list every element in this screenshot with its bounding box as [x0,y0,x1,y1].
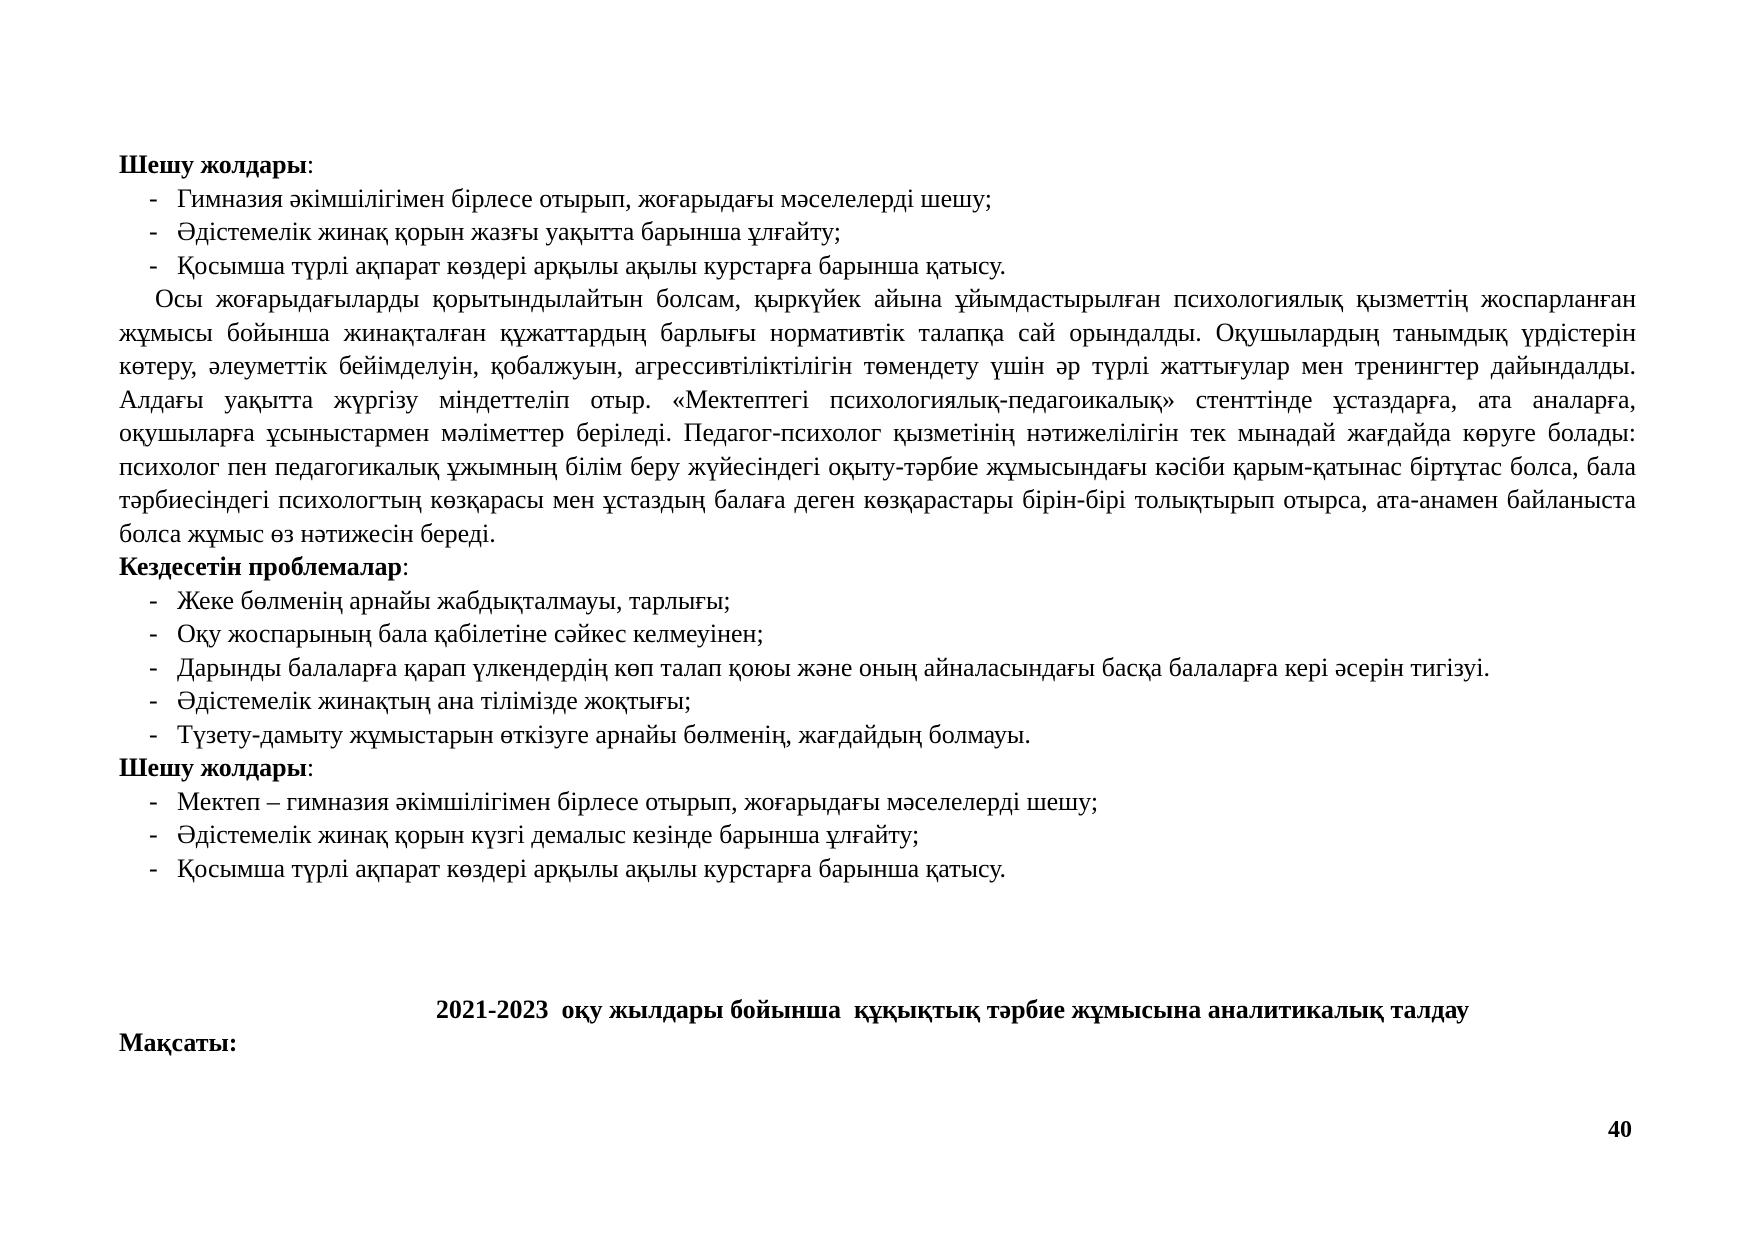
list-item [119,584,1636,618]
dash-bullet: - [149,820,158,849]
list-item [119,249,1636,283]
heading-text: Кездесетін проблемалар [119,552,402,581]
section-heading-solutions-2 [119,751,1636,785]
goal-label: Мақсаты: [119,1028,238,1057]
list-item-text: Қосымша түрлі ақпарат көздері арқылы ақылы курстарға барынша қатысу. [177,853,1007,883]
list-item-text: Әдістемелік жинақ қорын жазғы уақытта барынша ұлғайту; [177,217,841,246]
heading-text: Шешу жолдары [119,150,307,179]
section-title: 2021-2023 оқу жылдары бойынша құқықтық тәрбие жұмысына аналитикалық талдау [435,995,1470,1024]
section-heading-problems [119,550,1636,584]
list-item [119,785,1636,819]
list-item-text: Оқу жоспарының бала қабілетіне сәйкес келмеуінен; [177,619,764,648]
dash-bullet: - [149,652,158,682]
section-heading-solutions-1 [119,148,1636,182]
dash-bullet: - [149,585,158,615]
page-number: 40 [1608,1117,1632,1143]
dash-bullet: - [149,853,158,883]
list-item-text: Гимназия әкімшілігімен бірлесе отырып, жоғарыдағы мәселелерді шешу; [177,183,993,213]
list-item-text: Мектеп – гимназия әкімшілігімен бірлесе отырып, жоғарыдағы мәселелерді шешу; [177,786,1099,816]
dash-bullet: - [149,217,158,246]
list-item-text: Дарынды балаларға қарап үлкендердің көп талап қоюы және оның айналасындағы басқа балаларға кері әсерін тигізуі. [177,652,1491,682]
list-item [119,651,1636,685]
solutions-list-1 [119,182,1636,283]
list-item [119,718,1636,752]
dash-bullet: - [149,619,158,648]
list-item-text: Түзету-дамыту жұмыстарын өткізуге арнайы бөлменің, жағдайдың болмауы. [177,719,1031,749]
heading-colon: : [306,753,315,782]
list-item [119,852,1636,886]
page-content [119,148,1636,885]
heading-colon: : [402,552,410,581]
list-item [119,617,1636,651]
dash-bullet: - [149,786,158,816]
list-item-text: Жеке бөлменің арнайы жабдықталмауы, тарлығы; [177,585,731,615]
list-item-text: Қосымша түрлі ақпарат көздері арқылы ақылы курстарға барынша қатысу. [177,250,1007,280]
problems-list [119,584,1636,752]
dash-bullet: - [149,250,158,280]
dash-bullet: - [149,183,158,213]
list-item-text: Әдістемелік жинақтың ана тілімізде жоқтығы; [177,686,692,715]
list-item [119,182,1636,216]
list-item [119,818,1636,852]
solutions-list-2 [119,785,1636,886]
list-item [119,684,1636,718]
list-item [119,215,1636,249]
list-item-text: Әдістемелік жинақ қорын күзгі демалыс кезінде барынша ұлғайту; [177,820,920,849]
summary-paragraph: Осы жоғарыдағыларды қорытындылайтын болсам, қыркүйек айына ұйымдастырылған психологиялық қызметтің жоспарланған жұмысы бойынша жинақталған құжаттардың барлығы нормативтік талапқа сай орындалды. Оқушылардың танымдық үрдістерін көтеру, әлеуметтік бейімделуін, қобалжуын, агрессивтіліктілігін төмендету үшін әр түрлі жаттығулар мен тренингтер дайындалды. Алдағы уақытта жүргізу міндеттеліп отыр. «Мектептегі психологиялық-педагоикалық» стенттінде ұстаздарға, ата аналарға, оқушыларға ұсыныстармен мәліметтер беріледі. Педагог-психолог қызметінің нәтижелілігін тек мынадай жағдайда көруге болады: психолог пен педагогикалық ұжымның білім беру жүйесіндегі оқыту-тәрбие жұмысындағы кәсіби қарым-қатынас біртұтас болса, бала тәрбиесіндегі психологтың көзқарасы мен ұстаздың балаға деген көзқарастары бірін-бірі толықтырып отырса, ата-анамен байланыста болса жұмыс өз нәтижесін береді. [119,284,1636,548]
dash-bullet: - [149,719,158,749]
heading-colon: : [306,150,315,179]
heading-text: Шешу жолдары [119,753,307,782]
dash-bullet: - [149,686,158,715]
